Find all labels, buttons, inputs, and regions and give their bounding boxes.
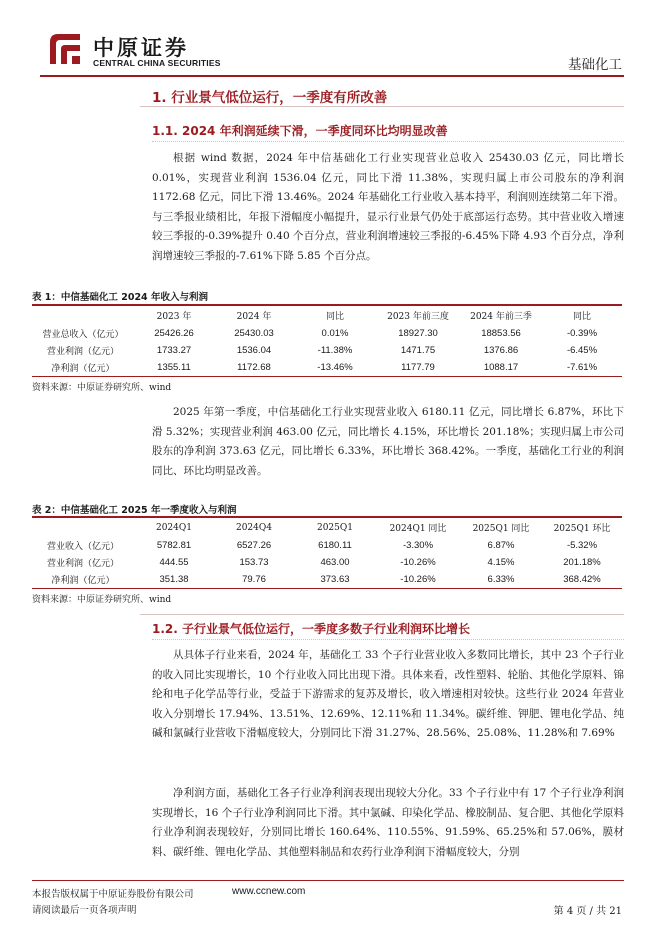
table-header-cell: 同比 bbox=[325, 312, 344, 322]
table-cell: 1471.75 bbox=[400, 345, 436, 356]
table-cell: -10.26% bbox=[400, 574, 436, 585]
table-cell: -5.32% bbox=[566, 540, 598, 551]
page-number: 第 4 页 / 共 21 bbox=[553, 906, 622, 917]
table-cell: -10.26% bbox=[400, 557, 436, 568]
subsection-band bbox=[140, 614, 624, 615]
table-header-row bbox=[32, 518, 622, 537]
table-header-cell: 2024Q4 bbox=[235, 522, 272, 533]
table-caption: 表 1：中信基础化工 2024 年收入与利润 bbox=[32, 292, 208, 303]
table-cell: 444.55 bbox=[159, 557, 189, 568]
logo-english-name: CENTRAL CHINA SECURITIES bbox=[93, 58, 221, 68]
table-cell: 463.00 bbox=[320, 557, 350, 568]
subsection-underline bbox=[152, 639, 624, 640]
subsection-heading: 1.2. 子行业景气低位运行，一季度多数子行业利润环比增长 bbox=[152, 622, 470, 636]
table-cell: 201.18% bbox=[563, 557, 601, 568]
table-cell: 368.42% bbox=[563, 574, 601, 585]
row-label: 营业利润（亿元） bbox=[46, 347, 119, 357]
row-label: 营业总收入（亿元） bbox=[42, 330, 124, 340]
paragraph-text: 从具体子行业来看，2024 年，基础化工 33 个子行业营业收入多数同比增长，其中 23 个子行业的收入同比实现增长，10 个行业收入同比出现下滑。具体来看，改性塑料、轮胎、其他化学原料、锦纶和电子化学品等行业，受益于下游需求的复苏及增长，收入增速相对较快。这些行业 2024 年营业收入分别增长 17.94%、13.51%、12.69%、12.11%和 11.34%。碳纤维、钾肥、锂电化学品、纯碱和氯碱行业营收下滑幅度较大，分别同比下滑 31.27%、28.56%、25.08%、11.28%和 7.69% bbox=[152, 649, 624, 740]
table-source-note: 资料来源：中原证券研究所、wind bbox=[32, 595, 172, 605]
logo-mark-icon bbox=[46, 30, 86, 70]
table-cell: 1355.11 bbox=[157, 362, 191, 373]
table-cell: 1376.86 bbox=[483, 345, 519, 356]
table-header-cell: 2025Q1 环比 bbox=[553, 524, 611, 534]
table-cell: 153.73 bbox=[239, 557, 269, 568]
table-row bbox=[32, 342, 622, 359]
footer-copyright: 本报告版权属于中原证券股份有限公司 bbox=[32, 889, 194, 900]
table-source-note: 资料来源：中原证券研究所、wind bbox=[32, 383, 172, 393]
section-heading: 1. 行业景气低位运行，一季度有所改善 bbox=[152, 90, 388, 106]
subsection-underline bbox=[152, 141, 624, 142]
table-header-cell: 2024Q1 bbox=[155, 522, 192, 533]
header-divider bbox=[40, 75, 624, 77]
page-header bbox=[0, 0, 662, 80]
report-category: 基础化工 bbox=[568, 57, 622, 73]
table-cell: 1172.68 bbox=[237, 362, 271, 373]
row-label: 营业收入（亿元） bbox=[46, 542, 119, 552]
table-cell: 6.87% bbox=[487, 540, 515, 551]
table-cell: -11.38% bbox=[317, 345, 353, 356]
paragraph-text: 2025 年第一季度，中信基础化工行业实现营业收入 6180.11 亿元，同比增长 6.87%，环比下滑 5.32%；实现营业利润 463.00 亿元，同比增长 4.15%，环比增长 201.18%；实现归属上市公司股东的净利润 373.63 亿元，同比增长 6.33%，环比增长 368.42%。一季度，基础化工行业的利润同比、环比均明显改善。 bbox=[152, 406, 624, 477]
table-header-cell: 2024 年 bbox=[236, 312, 272, 322]
table-cell: -13.46% bbox=[317, 362, 353, 373]
row-label: 营业利润（亿元） bbox=[46, 559, 119, 569]
table-row bbox=[32, 325, 622, 342]
table-header-cell: 2023 年 bbox=[156, 312, 192, 322]
paragraph-text: 净利润方面，基础化工各子行业净利润表现出现较大分化。33 个子行业中有 17 个子行业净利润实现增长，16 个子行业净利润同比下滑。其中氯碱、印染化学品、橡胶制品、复合肥、其他化学原料行业净利润表现较好，分别同比增长 160.64%、110.55%、91.59%、65.25%和 57.06%，膜材料、碳纤维、锂电化学品、其他塑料制品和农药行业净利润下滑幅度较大，分别 bbox=[152, 787, 624, 858]
income-profit-table-2024 bbox=[32, 306, 622, 376]
income-profit-table-2025q1 bbox=[32, 518, 622, 588]
table-cell: 1733.27 bbox=[156, 345, 192, 356]
table-cell: 351.38 bbox=[159, 574, 189, 585]
table-cell: 1177.79 bbox=[401, 362, 435, 373]
table-header-row bbox=[32, 306, 622, 325]
table-cell: 25430.03 bbox=[234, 328, 274, 339]
footer-divider bbox=[32, 880, 624, 881]
table-header-cell: 2023 年前三度 bbox=[387, 312, 449, 322]
table-header-cell bbox=[32, 306, 134, 325]
table-cell: -3.30% bbox=[402, 540, 434, 551]
logo-chinese-name: 中原证券 bbox=[93, 36, 189, 60]
subsection-heading: 1.1. 2024 年利润延续下滑，一季度同环比均明显改善 bbox=[152, 124, 448, 138]
table-row bbox=[32, 359, 622, 376]
table-header-cell: 2025Q1 同比 bbox=[472, 524, 530, 534]
table-cell: 18853.56 bbox=[481, 328, 521, 339]
table-header-cell: 2024 年前三季 bbox=[470, 312, 532, 322]
table-cell: -6.45% bbox=[566, 345, 598, 356]
table-cell: 1536.04 bbox=[236, 345, 272, 356]
table-cell: 6180.11 bbox=[318, 540, 352, 551]
row-label: 净利润（亿元） bbox=[51, 364, 115, 374]
heading-underline bbox=[140, 106, 624, 107]
body-paragraph bbox=[152, 646, 624, 744]
table-header-cell bbox=[32, 518, 134, 537]
table-caption: 表 2：中信基础化工 2025 年一季度收入与利润 bbox=[32, 505, 237, 516]
table-row bbox=[32, 554, 622, 571]
body-paragraph bbox=[152, 784, 624, 862]
table-cell: 1088.17 bbox=[483, 362, 519, 373]
table-header-cell: 同比 bbox=[572, 312, 591, 322]
table-cell: 6527.26 bbox=[236, 540, 272, 551]
row-label: 净利润（亿元） bbox=[51, 576, 115, 586]
body-paragraph bbox=[152, 149, 624, 267]
table-cell: 4.15% bbox=[487, 557, 515, 568]
table-cell: 6.33% bbox=[487, 574, 515, 585]
company-logo bbox=[46, 30, 246, 74]
table-header-cell: 2024Q1 同比 bbox=[389, 524, 447, 534]
table-header-cell: 2025Q1 bbox=[316, 522, 353, 533]
table-cell: 5782.81 bbox=[156, 540, 192, 551]
table-cell: -0.39% bbox=[566, 328, 598, 339]
table-cell: 25426.26 bbox=[154, 328, 194, 339]
paragraph-text: 根据 wind 数据，2024 年中信基础化工行业实现营业总收入 25430.03 亿元，同比增长 0.01%，实现营业利润 1536.04 亿元，同比下滑 11.38%，实现归属上市公司股东的净利润 1172.68 亿元，同比下滑 13.46%。2024 年基础化工行业收入基本持平，利润则连续第二年下滑。与三季报业绩相比，年报下滑幅度小幅提升，显示行业景气仍处于底部运行态势。其中营业收入增速较三季报的-0.39%提升 0.40 个百分点，营业利润增速较三季报的-6.45%下降 4.93 个百分点，净利润增速较三季报的-7.61%下降 5.85 个百分点。 bbox=[152, 152, 624, 262]
table-cell: 373.63 bbox=[320, 574, 350, 585]
body-paragraph bbox=[152, 403, 624, 481]
table-cell: 0.01% bbox=[321, 328, 349, 339]
table-bottom-rule bbox=[32, 588, 622, 589]
table-bottom-rule bbox=[32, 376, 622, 377]
footer-disclaimer: 请阅读最后一页各项声明 bbox=[32, 905, 137, 916]
footer-website-link[interactable]: www.ccnew.com bbox=[232, 886, 306, 897]
table-cell: 79.76 bbox=[242, 574, 266, 585]
table-cell: -7.61% bbox=[566, 362, 598, 373]
table-row bbox=[32, 537, 622, 554]
table-row bbox=[32, 571, 622, 588]
table-cell: 18927.30 bbox=[398, 328, 438, 339]
